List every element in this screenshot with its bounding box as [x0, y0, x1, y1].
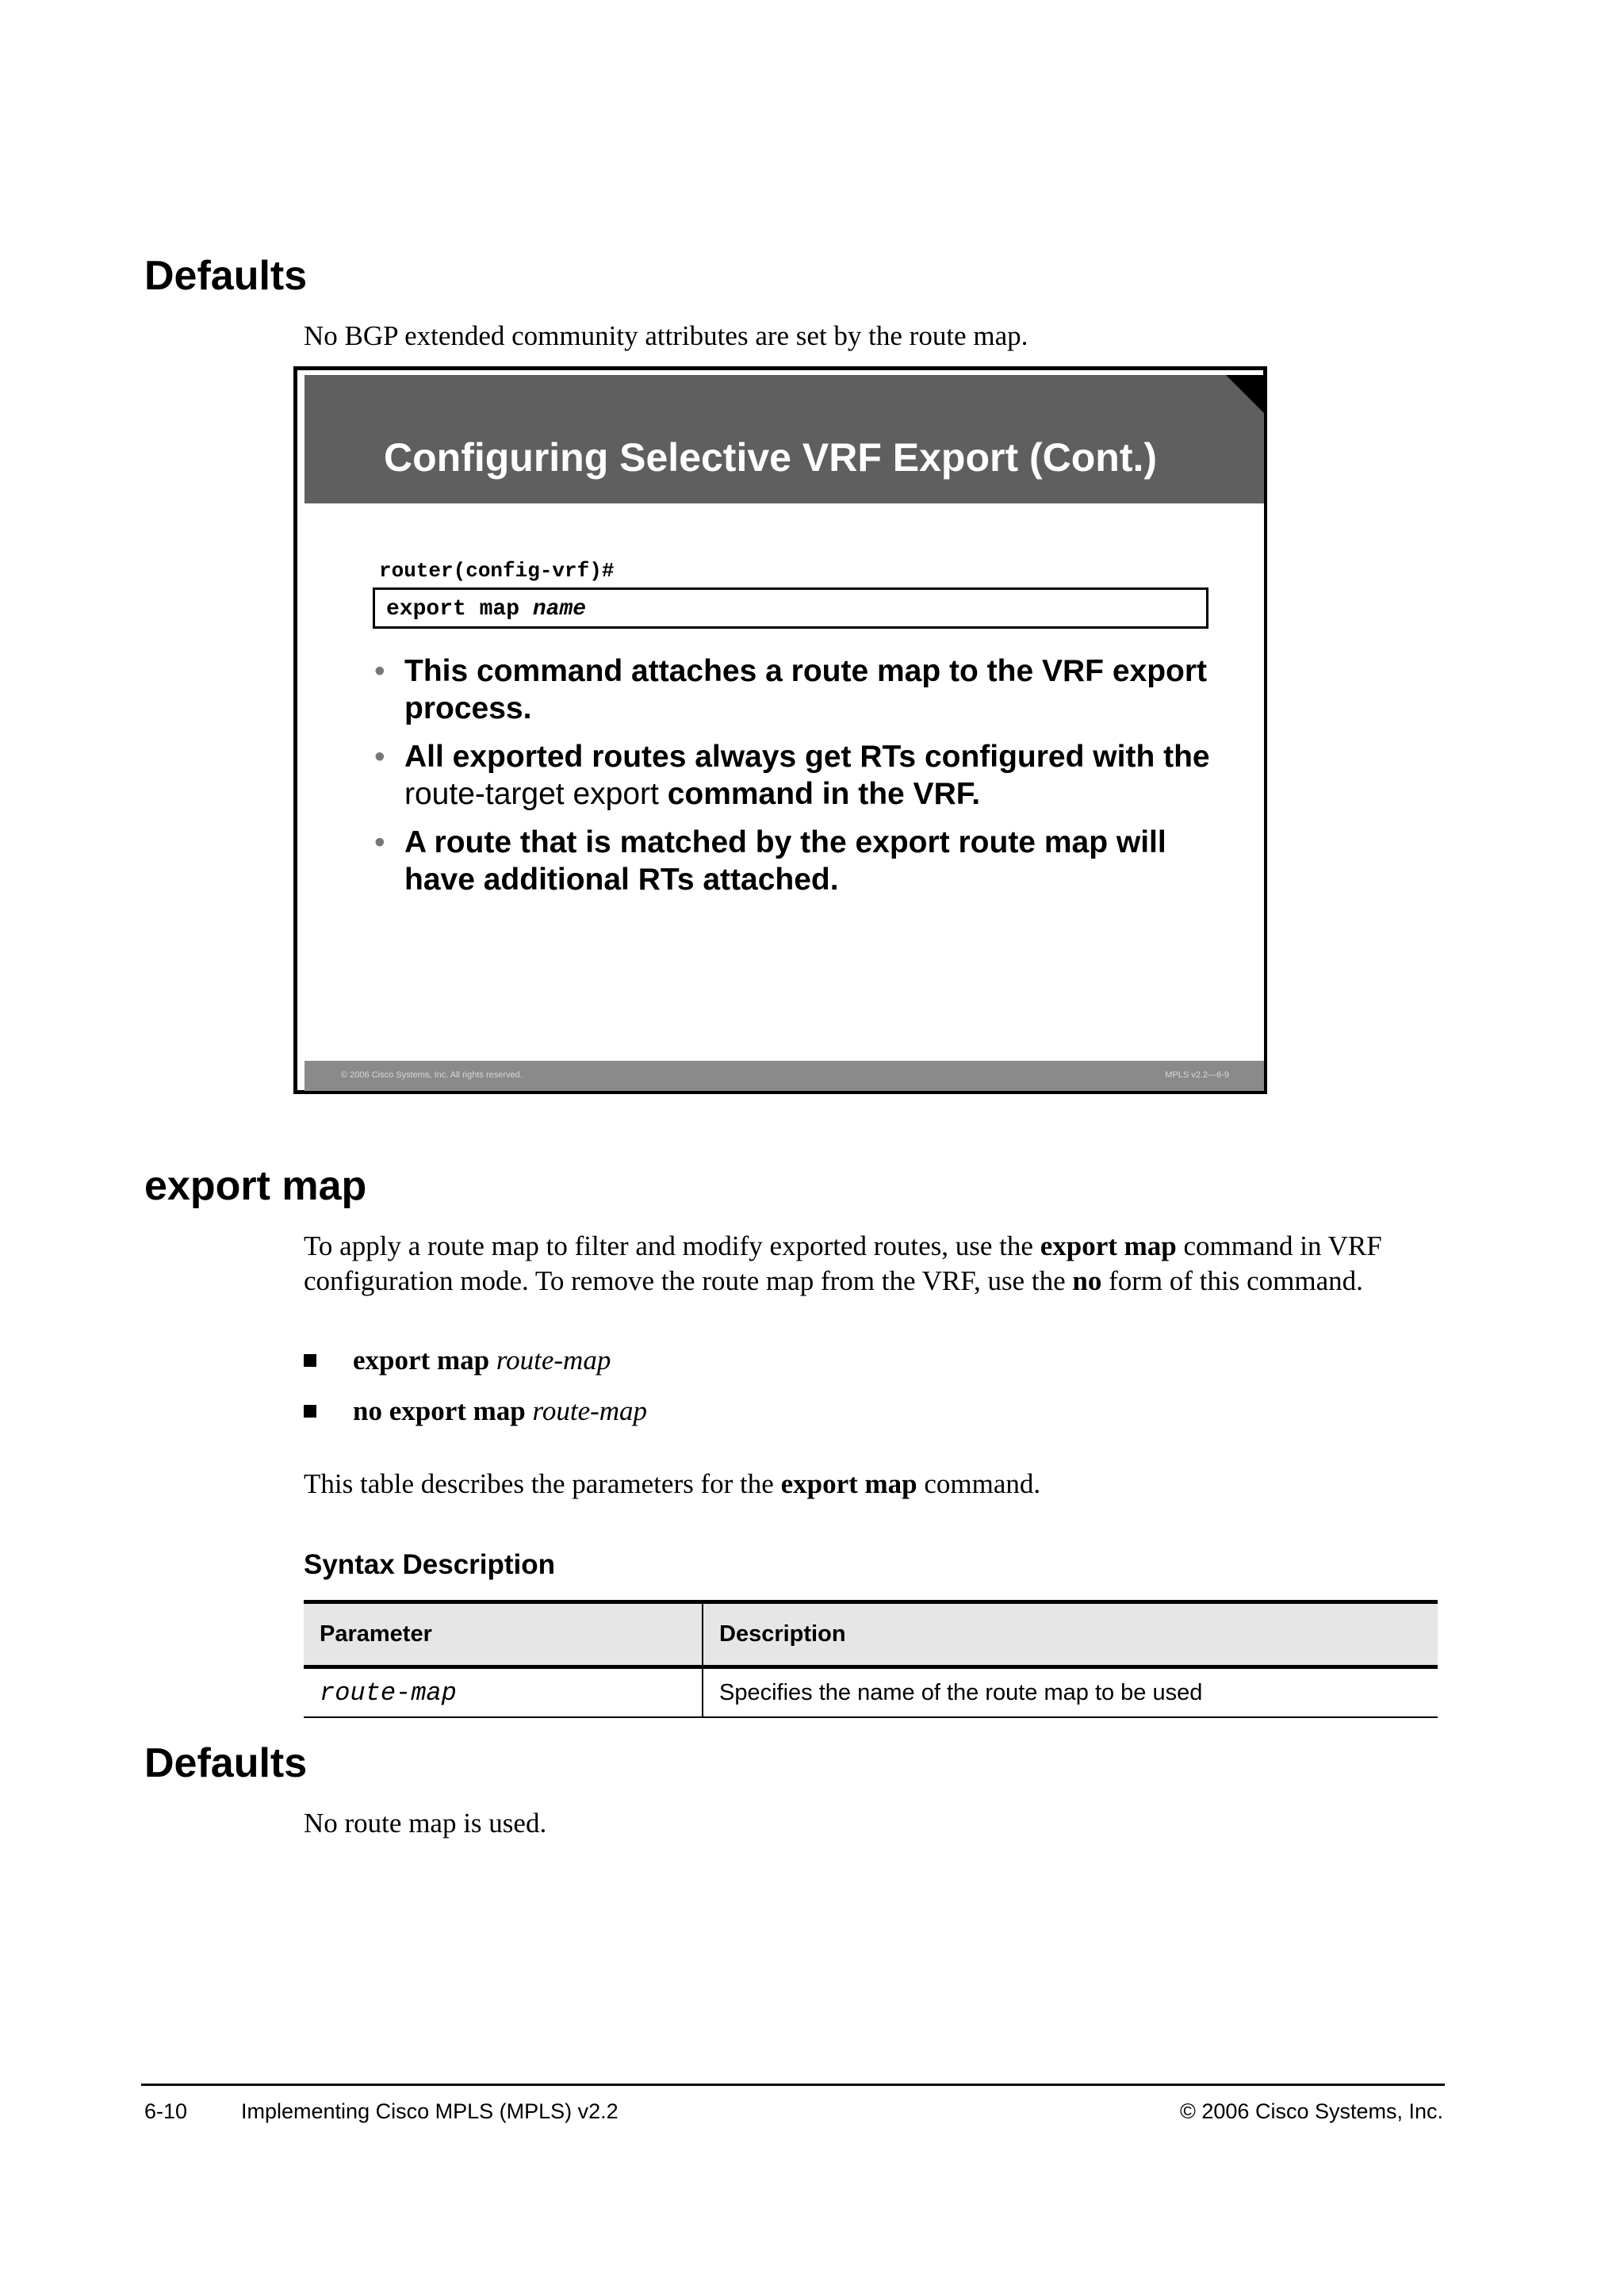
footer-book-title: Implementing Cisco MPLS (MPLS) v2.2: [241, 2099, 619, 2123]
slide-bullet: • A route that is matched by the export route map will have additional RTs attached.: [374, 824, 1231, 898]
bullet-text-post: command in the VRF.: [667, 777, 981, 811]
para-bold: export map: [1040, 1230, 1177, 1261]
footer-copyright: © 2006 Cisco Systems, Inc.: [1179, 2099, 1443, 2123]
para-text: form of this command.: [1109, 1265, 1363, 1296]
para-text: To apply a route map to filter and modify exported routes, use the: [304, 1230, 1033, 1261]
defaults-text: No BGP extended community attributes are set by the route map.: [304, 320, 1028, 351]
slide-footer-id: MPLS v2.2—6-9: [1165, 1070, 1229, 1080]
slide-bullet: • This command attaches a route map to the VRF export process.: [374, 652, 1231, 727]
table-intro: [304, 1467, 1040, 1502]
command-form-keyword: export map: [353, 1345, 490, 1376]
defaults-text-2: No route map is used.: [304, 1808, 547, 1839]
command-form-keyword: no export map: [353, 1395, 526, 1426]
footer-page-number: 6-10: [144, 2099, 188, 2123]
para-text: command in VRF configuration mode. To remove the route map from the VRF, use the: [304, 1230, 1382, 1296]
table-header-description: Description: [703, 1602, 1438, 1667]
table-intro-text: This table describes the parameters for the: [304, 1468, 774, 1499]
command-form: [304, 1394, 647, 1445]
slide-bullet-list: [374, 652, 1231, 909]
footer-rule: [141, 2084, 1445, 2086]
slide-footer: [304, 1061, 1264, 1091]
slide-bullet: [374, 738, 1231, 813]
slide-title: Configuring Selective VRF Export (Cont.): [384, 435, 1158, 480]
table-cell-parameter: route-map: [304, 1667, 703, 1718]
bullet-text-command: route-target export: [404, 777, 659, 811]
command-argument: name: [532, 597, 587, 622]
table-cell-description: Specifies the name of the route map to be used: [703, 1667, 1438, 1718]
square-bullet-icon: [304, 1354, 316, 1367]
table-header-parameter: Parameter: [304, 1602, 703, 1667]
syntax-description-title: Syntax Description: [304, 1549, 556, 1580]
slide-footer-copyright: © 2006 Cisco Systems, Inc. All rights reserved.: [341, 1070, 523, 1080]
slide-canvas: [304, 375, 1264, 1091]
export-map-heading: export map: [144, 1163, 367, 1209]
export-map-paragraph: [304, 1229, 1446, 1299]
slide-figure: [293, 366, 1267, 1094]
command-syntax-box: [373, 587, 1208, 629]
slide-corner-triangle: [1226, 375, 1264, 413]
defaults-heading: Defaults: [144, 253, 308, 299]
table-header-row: [304, 1602, 1438, 1667]
defaults-heading-2: Defaults: [144, 1740, 308, 1786]
table-intro-bold: export map: [780, 1468, 917, 1499]
table-row: [304, 1667, 1438, 1718]
syntax-table: [304, 1600, 1438, 1718]
command-form-arg: route-map: [532, 1395, 648, 1426]
table-intro-text: command.: [924, 1468, 1041, 1499]
slide-title-bar: [304, 375, 1264, 503]
para-bold: no: [1072, 1265, 1102, 1296]
square-bullet-icon: [304, 1405, 316, 1418]
bullet-text-pre: All exported routes always get RTs configured with the: [404, 740, 1210, 774]
command-form-arg: route-map: [496, 1345, 611, 1376]
config-prompt: router(config-vrf)#: [379, 559, 615, 583]
command-syntax: [386, 597, 586, 622]
command-forms-list: [304, 1343, 647, 1445]
command-form: [304, 1343, 647, 1394]
command-keyword: export map: [386, 597, 520, 622]
